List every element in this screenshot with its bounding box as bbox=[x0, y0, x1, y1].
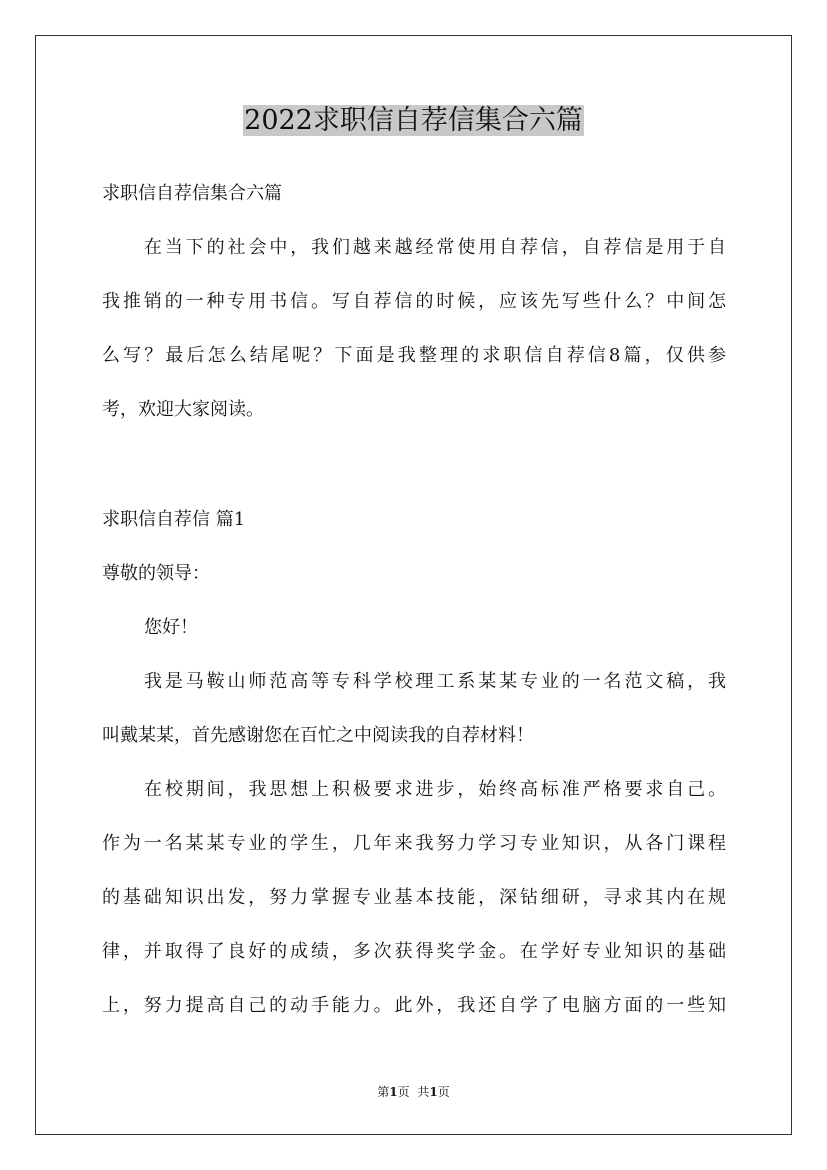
footer-page-prefix: 第 bbox=[377, 1085, 390, 1099]
para1-line-2: 叫戴某某，首先感谢您在百忙之中阅读我的自荐材料！ bbox=[102, 725, 534, 746]
para2-line-4: 律，并取得了良好的成绩，多次获得奖学金。在学好专业知识的基础 bbox=[102, 941, 726, 962]
section-heading: 求职信自荐信 篇1 bbox=[102, 509, 246, 530]
para2-line-5: 上，努力提高自己的动手能力。此外，我还自学了电脑方面的一些知 bbox=[102, 995, 726, 1016]
footer-page-suffix: 页 bbox=[397, 1085, 410, 1099]
document-subtitle: 求职信自荐信集合六篇 bbox=[102, 183, 282, 204]
document-title-text: 2022求职信自荐信集合六篇 bbox=[244, 105, 583, 136]
para1-line-1: 我是马鞍山师范高等专科学校理工系某某专业的一名范文稿，我 bbox=[144, 671, 726, 692]
intro-line-4: 考，欢迎大家阅读。 bbox=[102, 399, 264, 420]
para2-line-1: 在校期间，我思想上积极要求进步，始终高标准严格要求自己。 bbox=[144, 779, 726, 800]
footer-total-suffix: 页 bbox=[437, 1085, 450, 1099]
intro-line-1: 在当下的社会中，我们越来越经常使用自荐信，自荐信是用于自 bbox=[144, 237, 726, 258]
salutation: 尊敬的领导： bbox=[102, 563, 210, 584]
page-footer bbox=[0, 1083, 827, 1101]
para2-line-3: 的基础知识出发，努力掌握专业基本技能，深钻细研，寻求其内在规 bbox=[102, 887, 726, 908]
intro-line-3: 么写？最后怎么结尾呢？下面是我整理的求职信自荐信8篇，仅供参 bbox=[102, 345, 726, 366]
para2-line-2: 作为一名某某专业的学生，几年来我努力学习专业知识，从各门课程 bbox=[102, 833, 726, 854]
footer-total-number: 1 bbox=[429, 1085, 438, 1099]
greeting: 您好！ bbox=[144, 617, 198, 638]
footer-page-number: 1 bbox=[389, 1085, 398, 1099]
document-title bbox=[0, 101, 827, 141]
intro-line-2: 我推销的一种专用书信。写自荐信的时候，应该先写些什么？中间怎 bbox=[102, 291, 726, 312]
footer-total-prefix: 共 bbox=[417, 1085, 430, 1099]
